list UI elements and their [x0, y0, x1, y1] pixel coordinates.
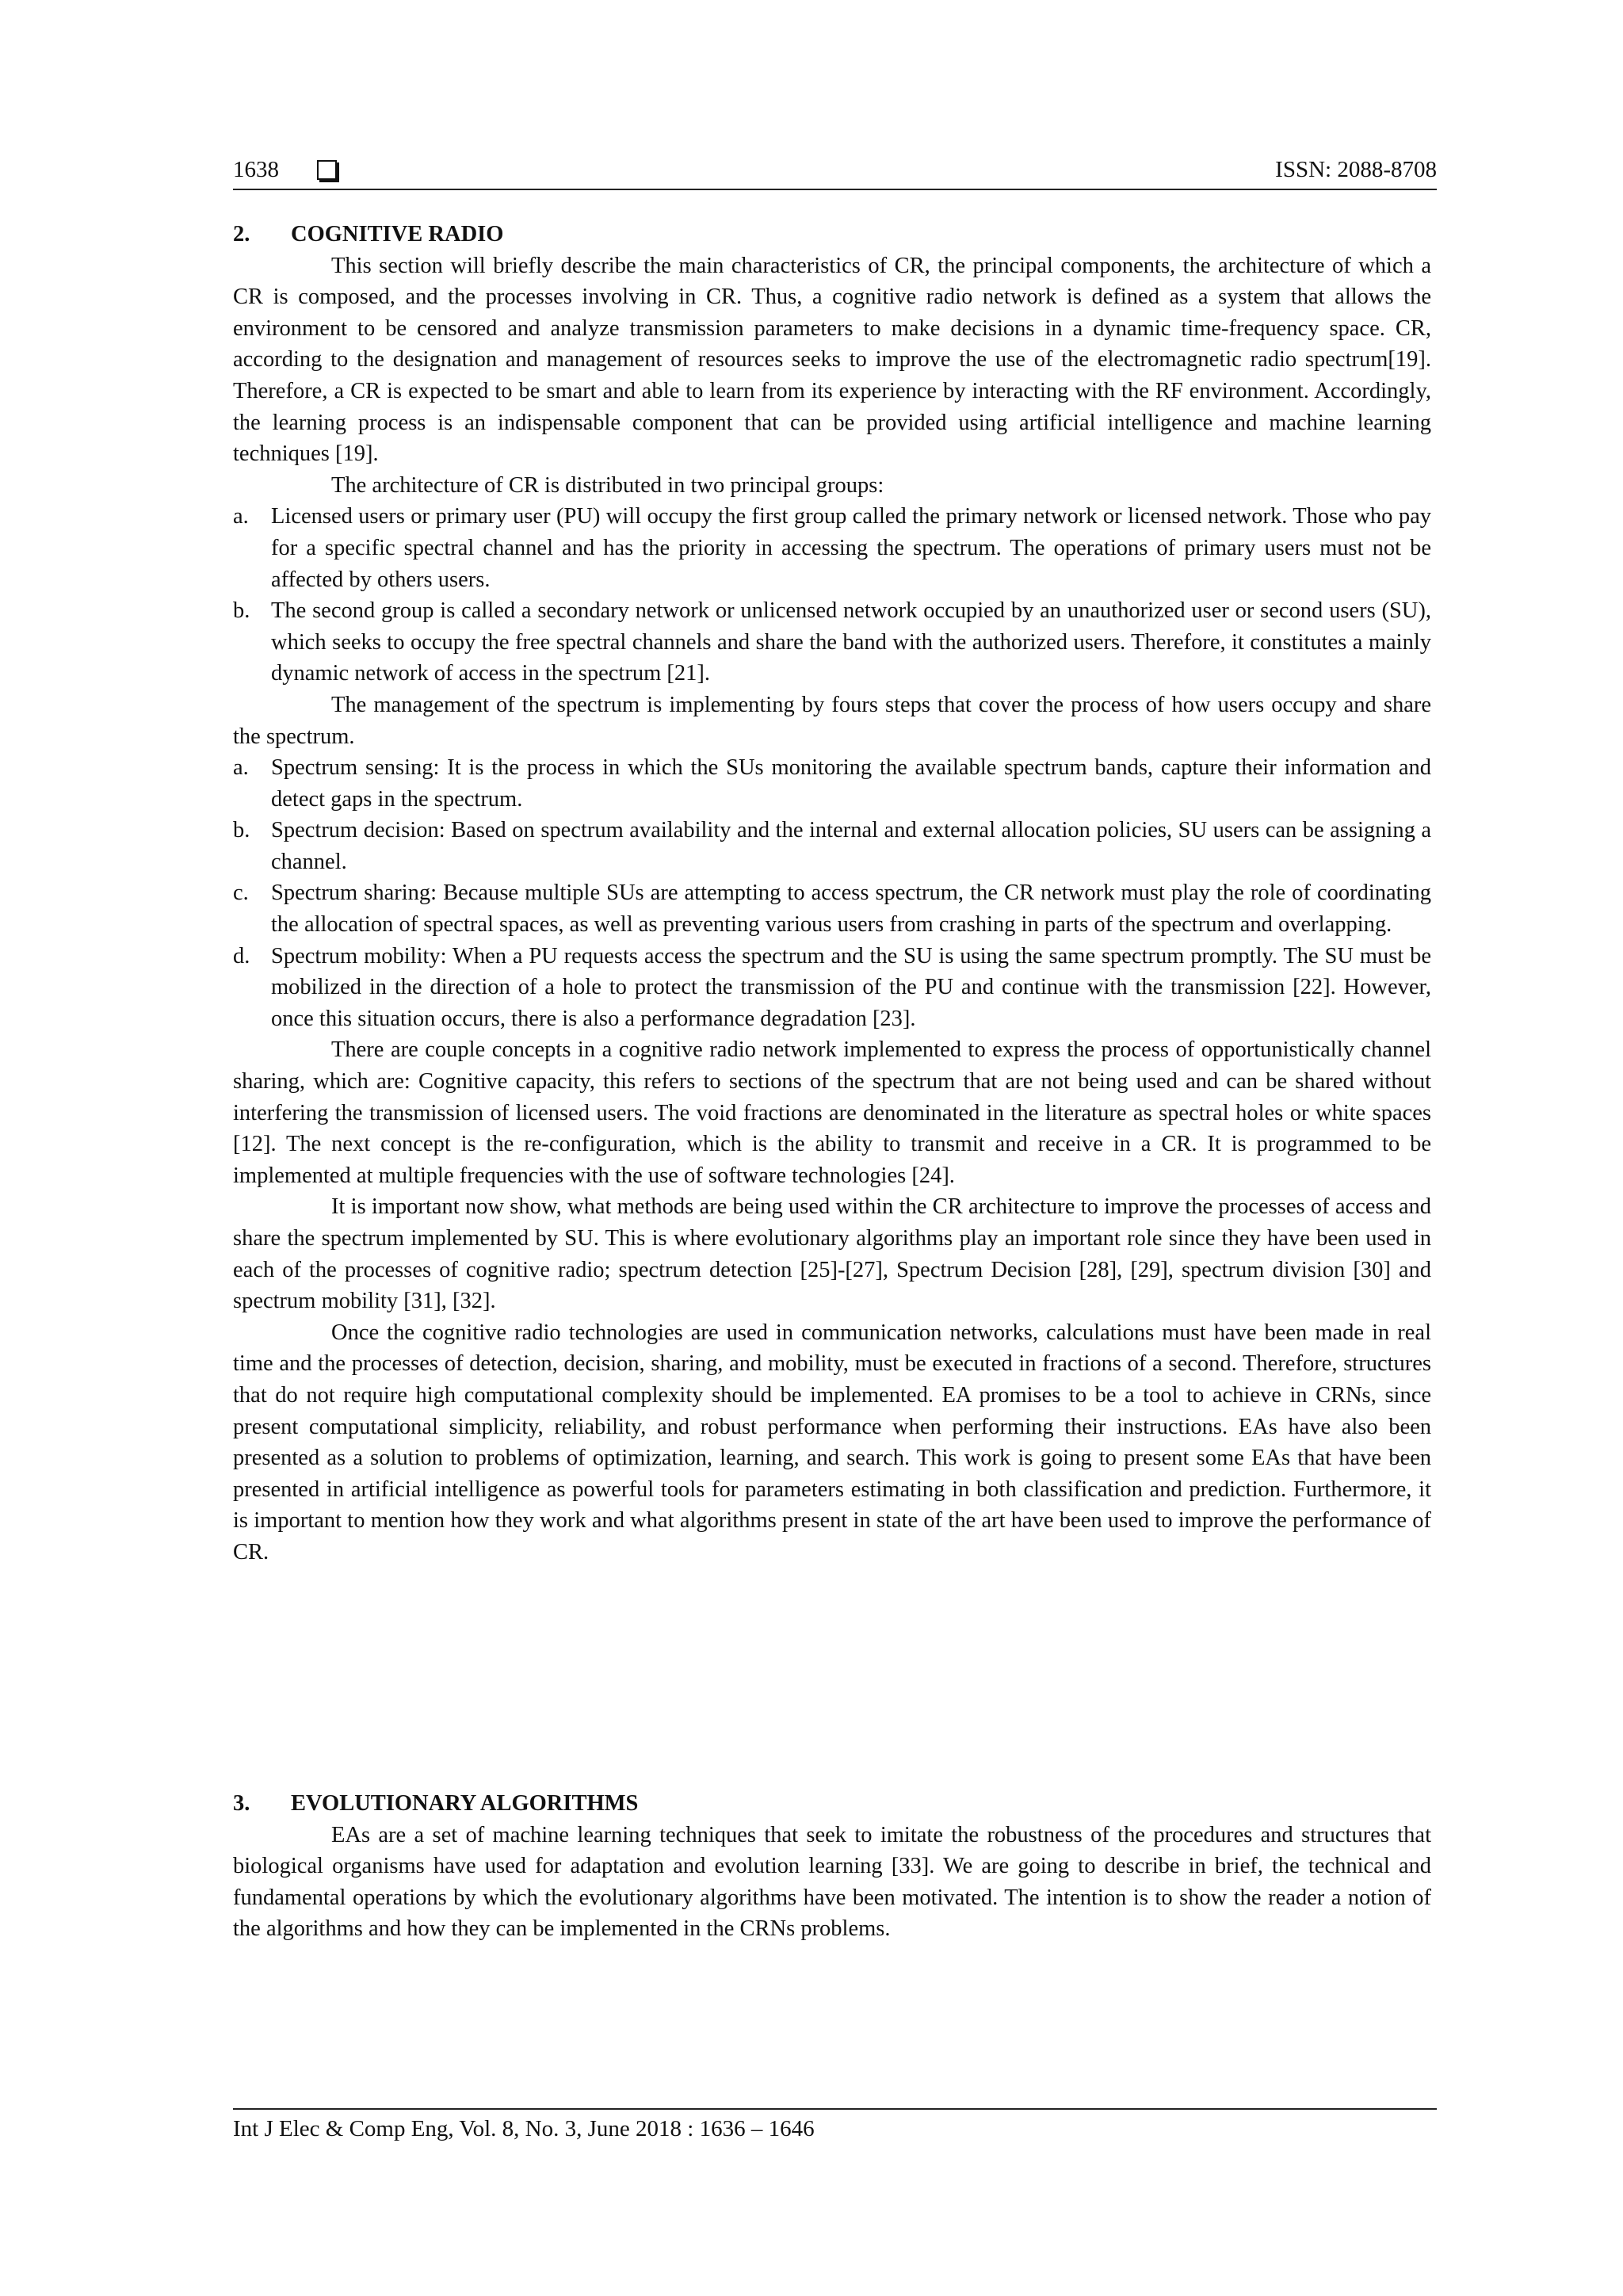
list-item-text: Spectrum decision: Based on spectrum availability and the internal and external allocation policies, SU users can be assigning a channel. — [271, 818, 1431, 874]
list-item — [233, 752, 1431, 815]
section-number: 3. — [233, 1791, 250, 1816]
list-marker: a. — [233, 755, 249, 781]
page-footer — [233, 2108, 1437, 2142]
list-marker: a. — [233, 504, 249, 529]
page-number: 1638 — [233, 157, 279, 182]
paragraph: EAs are a set of machine learning techniques that seek to imitate the robustness of the procedures and structures that biological organisms have used for adaptation and evolution learning [33]. We are going to describe in brief, the technical and fundamental operations by which the evolutionary algorithms have been motivated. The intention is to show the reader a notion of the algorithms and how they can be implemented in the CRNs problems. — [233, 1822, 1431, 1942]
list-item — [233, 877, 1431, 940]
section-evolutionary-algorithms — [233, 1788, 1431, 1945]
paragraph: It is important now show, what methods are being used within the CR architecture to improve the processes of access and share the spectrum implemented by SU. This is where evolutionary algorithms play an important role since they have been used in each of the processes of cognitive radio; spectrum detection [25]-[27], Spectrum Decision [28], [29], spectrum division [30] and spectrum mobility [31], [32]. — [233, 1194, 1431, 1314]
page-header — [233, 155, 1437, 190]
paragraph: The architecture of CR is distributed in two principal groups: — [331, 472, 884, 498]
list-item-text: Spectrum sharing: Because multiple SUs are attempting to access spectrum, the CR network must play the role of coordinating the allocation of spectral spaces, as well as preventing various users from crashing in parts of the spectrum and overlapping. — [271, 881, 1431, 938]
list-item-text: Spectrum mobility: When a PU requests access the spectrum and the SU is using the same spectrum promptly. The SU must be mobilized in the direction of a hole to protect the transmission of the PU and continue with the transmission [22]. However, once this situation occurs, there is also a performance degradation [23]. — [271, 943, 1431, 1031]
list-item-text: Licensed users or primary user (PU) will occupy the first group called the primary network or licensed network. Those who pay for a specific spectral channel and has the priority in accessing the spectrum. The operations of primary users must not be affected by others users. — [271, 504, 1431, 592]
issn-label: ISSN: 2088-8708 — [1275, 157, 1437, 182]
journal-citation: Int J Elec & Comp Eng, Vol. 8, No. 3, June 2018 : 1636 – 1646 — [233, 2116, 815, 2141]
steps-list — [233, 752, 1431, 1034]
section-title: COGNITIVE RADIO — [291, 222, 504, 246]
list-item — [233, 595, 1431, 690]
list-item-text: The second group is called a secondary network or unlicensed network occupied by an unauthorized user or second users (SU), which seeks to occupy the free spectral channels and share the band with the authorized users. Therefore, it constitutes a mainly dynamic network of access in the spectrum [21]. — [271, 598, 1431, 686]
section-title: EVOLUTIONARY ALGORITHMS — [291, 1791, 639, 1816]
group-list — [233, 501, 1431, 690]
section-heading — [233, 1788, 1431, 1820]
list-item — [233, 941, 1431, 1035]
checkbox-square-icon — [317, 160, 337, 180]
paragraph: Once the cognitive radio technologies are used in communication networks, calculations must have been made in real time and the processes of detection, decision, sharing, and mobility, must be executed in fractions of a second. Therefore, structures that do not require high computational complexity should be implemented. EA promises to be a tool to achieve in CRNs, since present computational simplicity, reliability, and robust performance when performing their instructions. EAs have also been presented as a solution to problems of optimization, learning, and search. This work is going to present some EAs that have been presented in artificial intelligence as powerful tools for parameters estimating in both classification and prediction. Furthermore, it is important to mention how they work and what algorithms present in state of the art have been used to improve the performance of CR. — [233, 1320, 1431, 1564]
section-heading — [233, 219, 1431, 250]
list-item-text: Spectrum sensing: It is the process in which the SUs monitoring the available spectrum bands, capture their information and detect gaps in the spectrum. — [271, 755, 1431, 812]
paragraph: This section will briefly describe the main characteristics of CR, the principal components, the architecture of which a CR is composed, and the processes involving in CR. Thus, a cognitive radio network is defined as a system that allows the environment to be censored and analyze transmission parameters to make decisions in a dynamic time-frequency space. CR, according to the designation and management of resources seeks to improve the use of the electromagnetic radio spectrum[19]. Therefore, a CR is expected to be smart and able to learn from its experience by interacting with the RF environment. Accordingly, the learning process is an indispensable component that can be provided using artificial intelligence and machine learning techniques [19]. — [233, 253, 1431, 467]
list-item — [233, 815, 1431, 877]
section-cognitive-radio — [233, 219, 1431, 1568]
list-marker: c. — [233, 881, 249, 906]
paragraph: The management of the spectrum is implementing by fours steps that cover the process of how users occupy and share the spectrum. — [233, 692, 1431, 749]
list-marker: d. — [233, 943, 250, 968]
section-number: 2. — [233, 222, 250, 246]
list-marker: b. — [233, 598, 250, 624]
paragraph: There are couple concepts in a cognitive radio network implemented to express the process of opportunistically channel sharing, which are: Cognitive capacity, this refers to sections of the spectrum that are not being used and can be shared without interfering the transmission of licensed users. The void fractions are denominated in the literature as spectral holes or white spaces [12]. The next concept is the re-configuration, which is the ability to transmit and receive in a CR. It is programmed to be implemented at multiple frequencies with the use of software technologies [24]. — [233, 1037, 1431, 1188]
list-marker: b. — [233, 818, 250, 843]
list-item — [233, 501, 1431, 595]
